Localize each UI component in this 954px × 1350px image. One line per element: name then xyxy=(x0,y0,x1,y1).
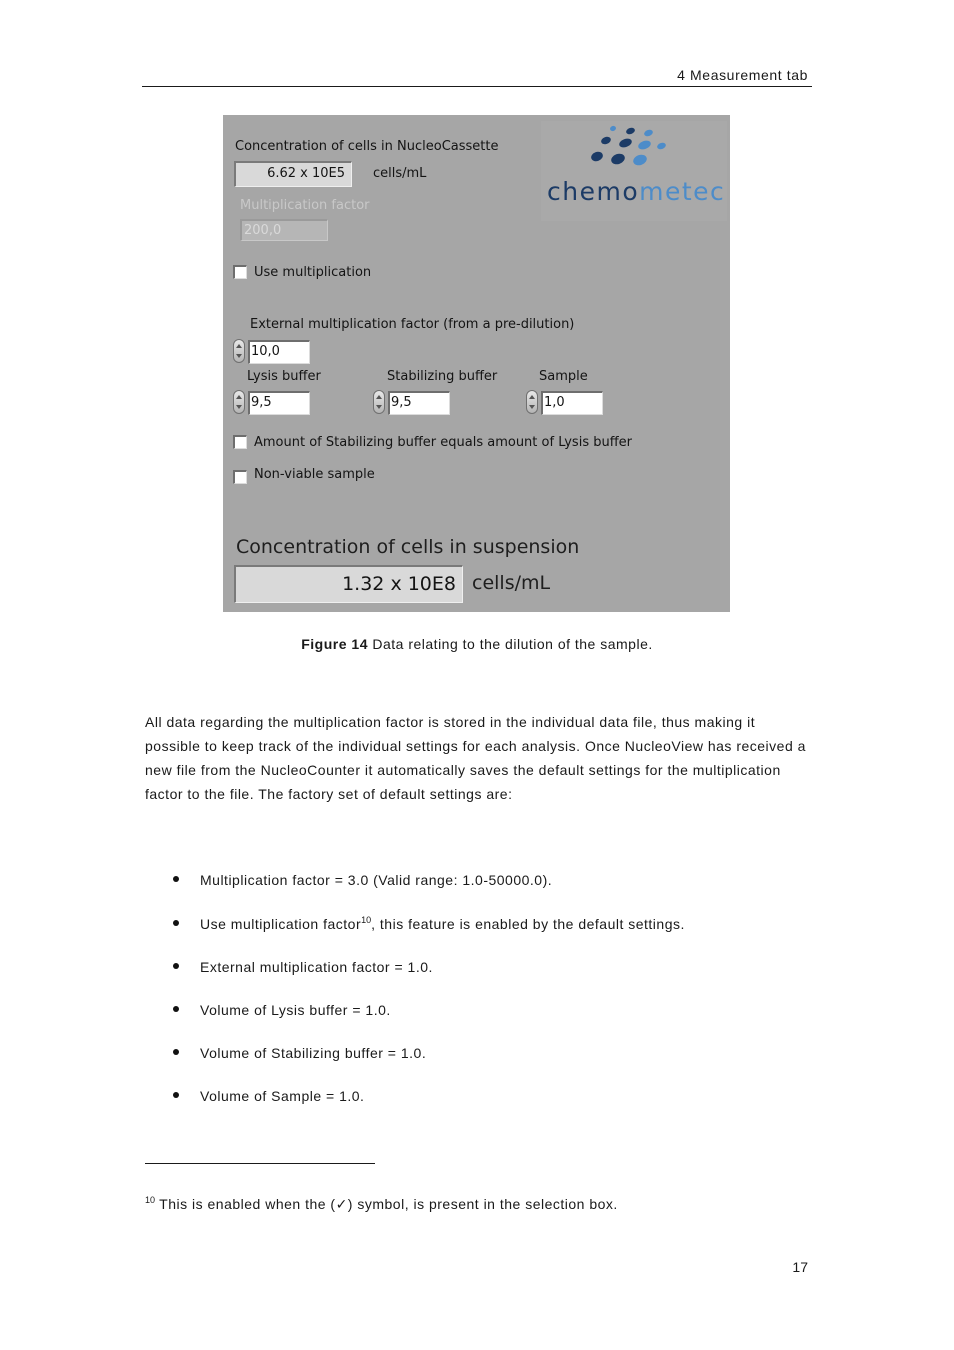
stabilizing-buffer-spinner[interactable] xyxy=(373,390,385,414)
stabilizing-buffer-label: Stabilizing buffer xyxy=(387,369,498,384)
figure-caption-label: Figure 14 xyxy=(301,636,368,652)
footnote-number: 10 xyxy=(145,1195,156,1205)
footnote-ref: 10 xyxy=(361,915,372,925)
page-number: 17 xyxy=(792,1259,808,1275)
conc-suspension-unit: cells/mL xyxy=(472,572,551,594)
conc-suspension-indicator: 1.32 x 10E8 xyxy=(234,565,463,603)
footnote-text: This is enabled when the (✓) symbol, is present in the selection box. xyxy=(155,1196,618,1212)
equal-amount-label: Amount of Stabilizing buffer equals amount of Lysis buffer xyxy=(254,435,633,450)
list-item: Volume of Lysis buffer = 1.0. xyxy=(173,1002,391,1018)
list-item: Volume of Sample = 1.0. xyxy=(173,1088,364,1104)
multiplication-factor-label: Multiplication factor xyxy=(240,198,370,213)
figure-caption xyxy=(0,636,954,652)
external-factor-field[interactable]: 10,0 xyxy=(248,340,310,364)
lysis-buffer-spinner[interactable] xyxy=(233,390,245,414)
conc-cassette-indicator: 6.62 x 10E5 xyxy=(234,161,352,187)
logo-text-light: metec xyxy=(639,177,726,206)
conc-suspension-label: Concentration of cells in suspension xyxy=(236,536,580,558)
external-factor-label: External multiplication factor (from a pre-dilution) xyxy=(250,317,575,332)
logo-text-dark: chemo xyxy=(547,177,640,206)
use-multiplication-label: Use multiplication xyxy=(254,265,372,280)
external-factor-spinner[interactable] xyxy=(233,339,245,363)
stabilizing-buffer-field[interactable]: 9,5 xyxy=(388,391,450,415)
use-multiplication-checkbox[interactable] xyxy=(233,265,247,279)
equal-amount-checkbox[interactable] xyxy=(233,435,247,449)
non-viable-label: Non-viable sample xyxy=(254,467,375,482)
list-item: Volume of Stabilizing buffer = 1.0. xyxy=(173,1045,426,1061)
header-rule xyxy=(142,86,812,87)
multiplication-factor-field[interactable]: 200,0 xyxy=(240,219,328,241)
chemometec-logo xyxy=(541,121,727,221)
sample-label: Sample xyxy=(539,369,588,384)
footnote-rule xyxy=(145,1163,375,1164)
footnote xyxy=(145,1195,618,1213)
non-viable-checkbox[interactable] xyxy=(233,470,247,484)
section-title: 4 Measurement tab xyxy=(677,67,808,83)
conc-cassette-unit: cells/mL xyxy=(373,166,427,181)
figure-caption-text: Data relating to the dilution of the sample. xyxy=(367,636,653,652)
list-item: External multiplication factor = 1.0. xyxy=(173,959,433,975)
lysis-buffer-label: Lysis buffer xyxy=(247,369,321,384)
dilution-panel-figure xyxy=(223,115,730,612)
lysis-buffer-field[interactable]: 9,5 xyxy=(248,391,310,415)
logo-wordmark xyxy=(547,177,725,206)
body-paragraph: All data regarding the multiplication factor is stored in the individual data file, thus making it possible to keep track of the individual settings for each analysis. Once NucleoView has received a new file from the NucleoCounter it automatically saves the default settings for the multiplication factor to the file. The factory set of default settings are: xyxy=(145,714,806,802)
list-item: Multiplication factor = 3.0 (Valid range: 1.0-50000.0). xyxy=(173,872,552,888)
list-item: Use multiplication factor$^{10}$, this feature is enabled by the default settings. xyxy=(173,915,685,932)
conc-cassette-label: Concentration of cells in NucleoCassette xyxy=(235,139,499,154)
sample-spinner[interactable] xyxy=(526,390,538,414)
sample-field[interactable]: 1,0 xyxy=(541,391,603,415)
